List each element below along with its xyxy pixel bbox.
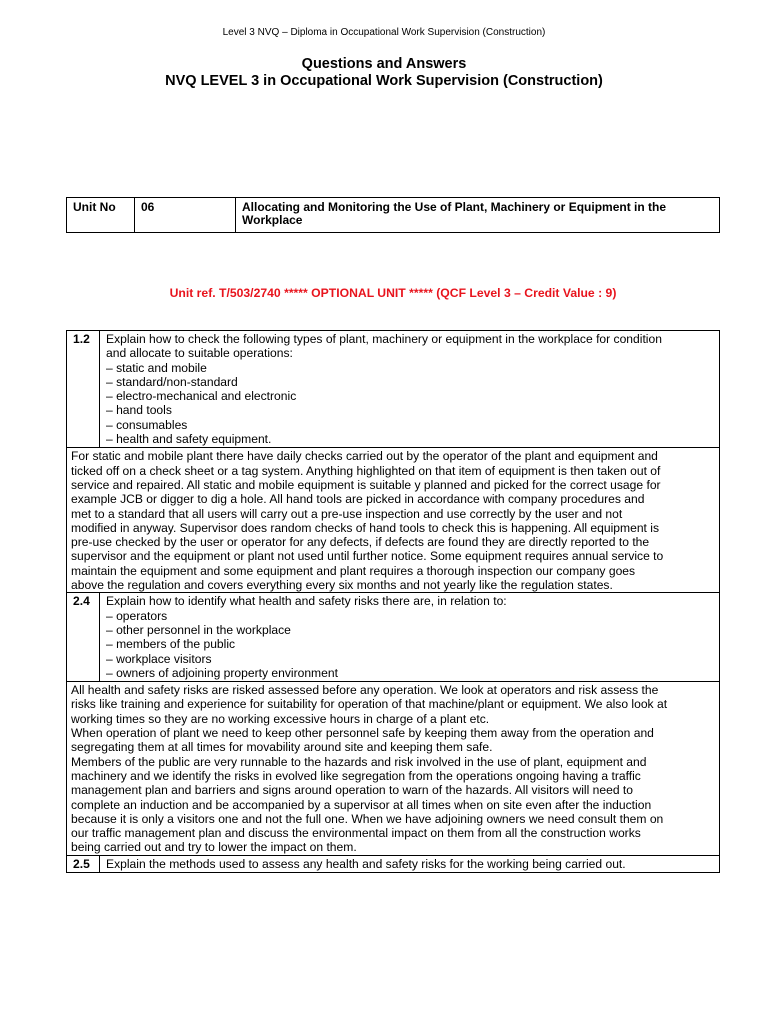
question-row [67, 855, 720, 872]
answer-line: service and repaired. All static and mobile equipment is suitable y planned and picked for the correct usage for [71, 477, 661, 492]
answer-line: pre-use checked by the user or operator for any defects, if defects are found they are directly reported to the [71, 535, 650, 550]
answer-line: ticked off on a check sheet or a tag system. Anything highlighted on that item of equipment is then taken out of [71, 463, 661, 478]
question-line: – workplace visitors [106, 651, 212, 666]
unit-reference: Unit ref. T/503/2740 ***** OPTIONAL UNIT ***** (QCF Level 3 – Credit Value : 9) [169, 286, 617, 300]
answer-line: being carried out and try to lower the impact on them. [71, 840, 357, 855]
question-number: 2.5 [67, 855, 100, 872]
question-row [67, 593, 720, 682]
answer-text [67, 448, 720, 593]
question-line: – consumables [106, 417, 188, 432]
unit-table [66, 197, 720, 233]
unit-row [67, 198, 720, 233]
answer-line: working times so they are no working excessive hours in charge of a plant etc. [71, 711, 490, 726]
question-line: Explain how to identify what health and safety risks there are, in relation to: [106, 594, 507, 609]
answer-row [67, 682, 720, 856]
answer-line: Members of the public are very runnable to the hazards and risk involved in the use of plant, equipment and [71, 754, 647, 769]
unit-title-line: Workplace [242, 213, 303, 227]
unit-number: 06 [141, 200, 155, 214]
answer-line: segregating them at all times for movability around site and keeping them safe. [71, 740, 493, 755]
answer-line: When operation of plant we need to keep other personnel safe by keeping them away from the operation and [71, 726, 654, 741]
question-line: – other personnel in the workplace [106, 622, 291, 637]
unit-number-cell [135, 198, 236, 233]
unit-label: Unit No [73, 200, 116, 214]
answer-line: met to a standard that all users will carry out a pre-use inspection and use correctly by the user and not [71, 506, 623, 521]
running-header: Level 3 NVQ – Diploma in Occupational Work Supervision (Construction) [222, 27, 546, 38]
answer-line: above the regulation and covers everything every six months and not yearly like the regulation states. [71, 578, 613, 593]
title-line-1: Questions and Answers [301, 56, 467, 72]
question-text [100, 593, 720, 682]
question-text [100, 331, 720, 448]
question-line: Explain the methods used to assess any health and safety risks for the working being carried out. [106, 856, 626, 871]
answer-row [67, 448, 720, 593]
answer-line: modified in anyway. Supervisor does random checks of hand tools to check this is happening. All equipment is [71, 520, 659, 535]
unit-title-cell [236, 198, 720, 233]
answer-line: management plan and barriers and signs around operation to warn of the hazards. All visitors will need to [71, 783, 634, 798]
question-text [100, 855, 720, 872]
question-line: Explain how to check the following types of plant, machinery or equipment in the workplace for condition [106, 332, 662, 346]
unit-label-cell [67, 198, 135, 233]
question-line: – standard/non-standard [106, 374, 238, 389]
question-line: – static and mobile [106, 360, 207, 375]
answer-line: because it is only a visitors one and not the full one. When we have adjoining owners we need consult them on [71, 811, 664, 826]
question-number: 1.2 [67, 331, 100, 448]
question-number: 2.4 [67, 593, 100, 682]
answer-line: For static and mobile plant there have daily checks carried out by the operator of the plant and equipment and [71, 449, 658, 464]
question-line: – owners of adjoining property environment [106, 665, 338, 680]
question-line: – health and safety equipment. [106, 432, 272, 447]
question-line: and allocate to suitable operations: [106, 346, 293, 361]
answer-line: machinery and we identify the risks in evolved like segregation from the operations ongoing having a traffic [71, 768, 641, 783]
answer-line: All health and safety risks are risked assessed before any operation. We look at operators and risk assess the [71, 683, 659, 698]
answer-line: supervisor and the equipment or plant not used until further notice. Some equipment requires annual service to [71, 549, 664, 564]
answer-text [67, 682, 720, 856]
question-line: – members of the public [106, 637, 236, 652]
question-line: – hand tools [106, 403, 172, 418]
unit-title-line: Allocating and Monitoring the Use of Plant, Machinery or Equipment in the [242, 200, 667, 214]
title-line-2: NVQ LEVEL 3 in Occupational Work Supervision (Construction) [165, 73, 603, 89]
question-row [67, 331, 720, 448]
answer-line: our traffic management plan and discuss the environmental impact on them from all the construction works [71, 826, 641, 841]
answer-line: complete an induction and be accompanied by a supervisor at all times when on site even after the induction [71, 797, 652, 812]
answer-line: maintain the equipment and some equipment and plant requires a thorough inspection our company goes [71, 563, 636, 578]
question-line: – operators [106, 608, 168, 623]
qa-table [66, 330, 720, 873]
answer-line: example JCB or digger to dig a hole. All hand tools are picked in accordance with company procedures and [71, 492, 645, 507]
question-line: – electro-mechanical and electronic [106, 389, 297, 404]
answer-line: risks like training and experience for suitability for operation of that machine/plant or equipment. We also look at [71, 697, 668, 712]
